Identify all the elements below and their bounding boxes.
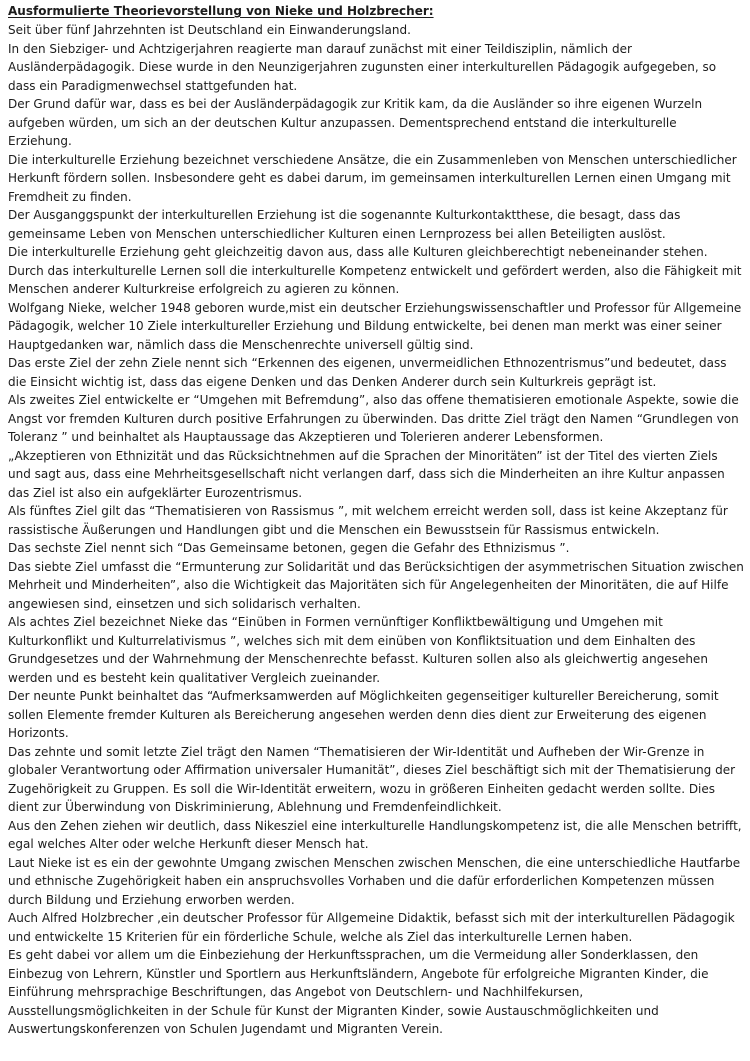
paragraph: Aus den Zehen ziehen wir deutlich, dass Nikesziel eine interkulturelle Handlungskompetenz ist, die alle Menschen betrifft, egal welches Alter oder welche Herkunft dieser Mensch hat. [8, 818, 742, 851]
document-page [8, 0, 744, 1039]
paragraph: Das zehnte und somit letzte Ziel trägt den Namen “Thematisieren der Wir-Identität und Aufheben der Wir-Grenze in globaler Verantwortung oder Affirmation universaler Humanität”, dieses Ziel beschäftigt sich mit der Thematisierung der Zugehörigkeit zu Gruppen. Es soll die Wir-Identität erweitern, wozu in größeren Einheiten gedacht werden sollte. Dies dient zur Überwindung von Diskriminierung, Ablehnung und Fremdenfeindlichkeit. [8, 744, 736, 814]
paragraph: Die interkulturelle Erziehung bezeichnet verschiedene Ansätze, die ein Zusammenleben von Menschen unterschiedlicher Herkunft fördern sollen. Insbesondere geht es dabei darum, im gemeinsamen interkulturellen Lernen einen Umgang mit Fremdheit zu finden. [8, 152, 737, 204]
paragraph: Als achtes Ziel bezeichnet Nieke das “Einüben in Formen vernünftiger Konfliktbewältigung und Umgehen mit Kulturkonflikt und Kulturrelativismus ”, welches sich mit dem einüben von Konfliktsituation und dem Einhalten des Grundgesetzes und der Wahrnehmung der Menschenrechte befasst. Kulturen sollen also als gleichwertig angesehen werden und es besteht kein qualitativer Vergleich zueinander. [8, 615, 708, 685]
paragraph: Durch das interkulturelle Lernen soll die interkulturelle Kompetenz entwickelt und gefördert werden, also die Fähigkeit mit Menschen anderer Kulturkreise erfolgreich zu agieren zu können. [8, 263, 742, 296]
paragraph: Laut Nieke ist es ein der gewohnte Umgang zwischen Menschen zwischen Menschen, die eine unterschiedliche Hautfarbe und ethnische Zugehörigkeit haben ein anspruchsvolles Vorhaben und die dafür erforderlichen Kompetenzen müssen durch Bildung und Erziehung erworben werden. [8, 855, 741, 907]
paragraph: Der Ausganggspunkt der interkulturellen Erziehung ist die sogenannte Kulturkontaktthese, die besagt, dass das gemeinsame Leben von Menschen unterschiedlicher Kulturen einen Lernprozess bei allen Beteiligten auslöst. [8, 208, 681, 241]
paragraph: Wolfgang Nieke, welcher 1948 geboren wurde,mist ein deutscher Erziehungswissenschaftler und Professor für Allgemeine Pädagogik, welcher 10 Ziele interkultureller Erziehung und Bildung entwickelte, bei denen man merkt was einer seiner Hauptgedanken war, nämlich dass die Menschenrechte universell gültig sind. [8, 300, 742, 352]
paragraph: „Akzeptieren von Ethnizität und das Rücksichtnehmen auf die Sprachen der Minoritäten” ist der Titel des vierten Ziels und sagt aus, dass eine Mehrheitsgesellschaft nicht verlangen darf, dass sich die Minderheiten an ihre Kultur anpassen das Ziel ist also ein aufgeklärter Eurozentrismus. [8, 448, 725, 500]
paragraph: Auch Alfred Holzbrecher ,ein deutscher Professor für Allgemeine Didaktik, befasst sich mit der interkulturellen Pädagogik und entwickelte 15 Kriterien für ein förderliche Schule, welche als Ziel das interkulturelle Lernen haben. [8, 911, 735, 944]
paragraph: Der neunte Punkt beinhaltet das “Aufmerksamwerden auf Möglichkeiten gegenseitiger kultureller Bereicherung, somit sollen Elemente fremder Kulturen als Bereicherung angesehen werden denn dies dient zur Erweiterung des eigenen Horizonts. [8, 689, 719, 740]
paragraph: Als zweites Ziel entwickelte er “Umgehen mit Befremdung”, also das offene thematisieren emotionale Aspekte, sowie die Angst vor fremden Kulturen durch positive Erfahrungen zu überwinden. Das dritte Ziel trägt den Namen “Grundlegen von Toleranz ” und beinhaltet als Hauptaussage das Akzeptieren und Tolerieren anderer Lebensformen. [8, 393, 739, 444]
paragraph: In den Siebziger- und Achtzigerjahren reagierte man darauf zunächst mit einer Teildisziplin, nämlich der Ausländerpädagogik. Diese wurde in den Neunzigerjahren zugunsten einer interkulturellen Pädagogik aufgegeben, so dass ein Paradigmenwechsel stattgefunden hat. [8, 41, 717, 93]
paragraph: Es geht dabei vor allem um die Einbeziehung der Herkunftssprachen, um die Vermeidung aller Sonderklassen, den Einbezug von Lehrern, Künstler und Sportlern aus Herkunftsländern, Angebote für erfolgreiche Migranten Kinder, die Einführung mehrsprachige Beschriftungen, das Angebot von Deutschlern- und Nachhilfekursen, Ausstellungsmöglichkeiten in der Schule für Kunst der Migranten Kinder, sowie Austauschmöglichkeiten und Auswertungskonferenzen von Schulen Jugendamt und Migranten Verein. [8, 948, 709, 1036]
paragraph: Seit über fünf Jahrzehnten ist Deutschland ein Einwanderungsland. [8, 23, 411, 37]
paragraph: Als fünftes Ziel gilt das “Thematisieren von Rassismus ”, mit welchem erreicht werden soll, dass ist keine Akzeptanz für rassistische Äußerungen und Handlungen gibt und die Menschen ein Bewusstsein für Rassismus entwickeln. [8, 504, 728, 537]
paragraph: Das sechste Ziel nennt sich “Das Gemeinsame betonen, gegen die Gefahr des Ethnizismus ”. [8, 541, 570, 555]
document-title: Ausformulierte Theorievorstellung von Nieke und Holzbrecher: [8, 4, 434, 18]
paragraph: Die interkulturelle Erziehung geht gleichzeitig davon aus, dass alle Kulturen gleichberechtigt nebeneinander stehen. [8, 245, 708, 259]
paragraph: Das siebte Ziel umfasst die “Ermunterung zur Solidarität und das Berücksichtigen der asymmetrischen Situation zwischen Mehrheit und Minderheiten”, also die Wichtigkeit das Majoritäten sich für Angelegenheiten der Minoritäten, die auf Hilfe angewiesen sind, einsetzen und sich solidarisch verhalten. [8, 559, 744, 611]
paragraph: Der Grund dafür war, dass es bei der Ausländerpädagogik zur Kritik kam, da die Ausländer so ihre eigenen Wurzeln aufgeben würden, um sich an der deutschen Kultur anzupassen. Dementsprechend entstand die interkulturelle Erziehung. [8, 97, 703, 148]
paragraph: Das erste Ziel der zehn Ziele nennt sich “Erkennen des eigenen, unvermeidlichen Ethnozentrismus”und bedeutet, dass die Einsicht wichtig ist, dass das eigene Denken und das Denken Anderer durch sein Kulturkreis geprägt ist. [8, 356, 727, 389]
